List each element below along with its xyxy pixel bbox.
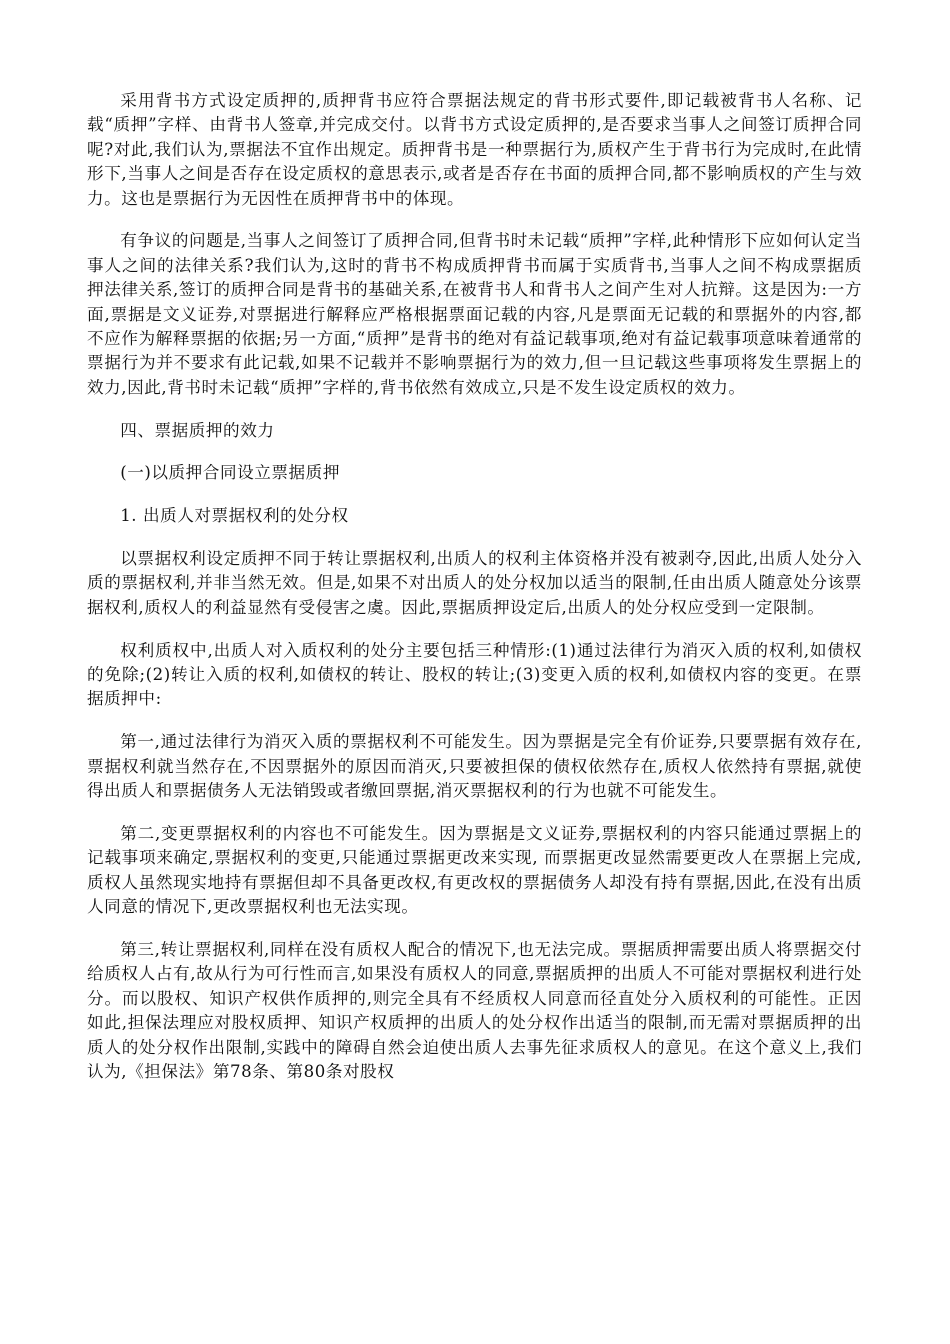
paragraph-first: 第一,通过法律行为消灭入质的票据权利不可能发生。因为票据是完全有价证券,只要票据有效存在,票据权利就当然存在,不因票据外的原因而消灭,只要被担保的债权依然存在,质权人依然持有票据,就使得出质人和票据债务人无法销毁或者缴回票据,消灭票据权利的行为也就不可能发生。 bbox=[87, 732, 862, 801]
item-heading-disposal-right: 1. 出质人对票据权利的处分权 bbox=[120, 506, 349, 526]
subsection-heading-contract-pledge: (一)以质押合同设立票据质押 bbox=[120, 463, 340, 483]
paragraph-second: 第二,变更票据权利的内容也不可能发生。因为票据是文义证券,票据权利的内容只能通过票据上的记载事项来确定,票据权利的变更,只能通过票据更改来实现, 而票据更改显然需要更改人在票据上完成,质权人虽然现实地持有票据但却不具备更改权,有更改权的票据债务人却没有持有票据,因此,在没有出质人同意的情况下,更改票据权利也无法实现。 bbox=[87, 823, 862, 917]
paragraph-third: 第三,转让票据权利,同样在没有质权人配合的情况下,也无法完成。票据质押需要出质人将票据交付给质权人占有,故从行为可行性而言,如果没有质权人的同意,票据质押的出质人不可能对票据权利进行处分。而以股权、知识产权供作质押的,则完全具有不经质权人同意而径直处分入质权利的可能性。正因如此,担保法理应对股权质押、知识产权质押的出质人的处分权作出适当的限制,而无需对票据质押的出质人的处分权作出限制,实践中的障碍自然会迫使出质人去事先征求质权人的意见。在这个意义上,我们认为,《担保法》第78条、第80条对股权 bbox=[87, 939, 862, 1081]
paragraph-three-situations: 权利质权中,出质人对入质权利的处分主要包括三种情形:(1)通过法律行为消灭入质的权利,如债权的免除;(2)转让入质的权利,如债权的转让、股权的转让;(3)变更入质的权利,如债权内容的变更。在票据质押中: bbox=[87, 640, 862, 709]
paragraph-endorsement-pledge: 采用背书方式设定质押的,质押背书应符合票据法规定的背书形式要件,即记载被背书人名称、记载“质押”字样、由背书人签章,并完成交付。以背书方式设定质押的,是否要求当事人之间签订质押合同呢?对此,我们认为,票据法不宜作出规定。质押背书是一种票据行为,质权产生于背书行为完成时,在此情形下,当事人之间是否存在设定质权的意思表示,或者是否存在书面的质押合同,都不影响质权的产生与效力。这也是票据行为无因性在质押背书中的体现。 bbox=[87, 91, 862, 208]
paragraph-disposal-limit: 以票据权利设定质押不同于转让票据权利,出质人的权利主体资格并没有被剥夺,因此,出质人处分入质的票据权利,并非当然无效。但是,如果不对出质人的处分权加以适当的限制,任由出质人随意处分该票据权利,质权人的利益显然有受侵害之虞。因此,票据质押设定后,出质人的处分权应受到一定限制。 bbox=[87, 549, 862, 617]
document-body bbox=[87, 89, 862, 1103]
section-heading-pledge-effect: 四、票据质押的效力 bbox=[120, 420, 275, 440]
paragraph-disputed-issue: 有争议的问题是,当事人之间签订了质押合同,但背书时未记载“质押”字样,此种情形下应如何认定当事人之间的法律关系?我们认为,这时的背书不构成质押背书而属于实质背书,当事人之间不构成票据质押法律关系,签订的质押合同是背书的基础关系,在被背书人和背书人之间产生对人抗辩。这是因为:一方面,票据是文义证券,对票据进行解释应严格根据票面记载的内容,凡是票面无记载的和票据外的内容,都不应作为解释票据的依据;另一方面,“质押”是背书的绝对有益记载事项,绝对有益记载事项意味着通常的票据行为并不要求有此记载,如果不记载并不影响票据行为的效力,但一旦记载这些事项将发生票据上的效力,因此,背书时未记载“质押”字样的,背书依然有效成立,只是不发生设定质权的效力。 bbox=[87, 231, 862, 397]
